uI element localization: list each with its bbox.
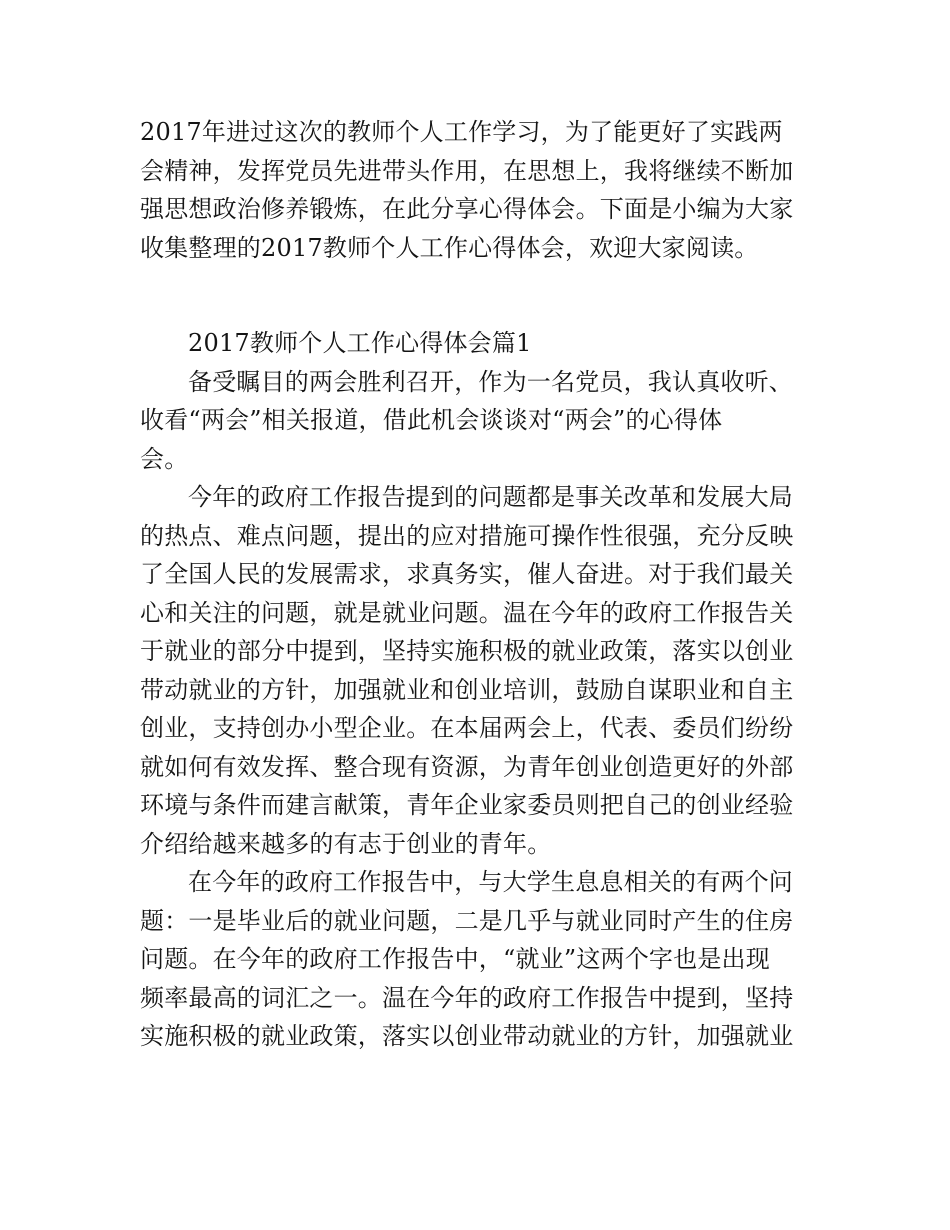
text-line: 备受瞩目的两会胜利召开，作为一名党员，我认真收听、 bbox=[188, 367, 793, 396]
section-heading: 2017教师个人工作心得体会篇1 bbox=[188, 329, 532, 357]
paragraph-3 bbox=[140, 863, 820, 1056]
document-body bbox=[140, 113, 820, 1056]
text-line: 题：一是毕业后的就业问题，二是几乎与就业同时产生的住房 bbox=[140, 906, 794, 935]
text-line: 介绍给越来越多的有志于创业的青年。 bbox=[140, 829, 552, 858]
text-line: 于就业的部分中提到，坚持实施积极的就业政策，落实以创业 bbox=[140, 637, 794, 665]
text-line: 心和关注的问题，就是就业问题。温在今年的政府工作报告关 bbox=[140, 598, 794, 627]
text-line: 在今年的政府工作报告中，与大学生息息相关的有两个问 bbox=[188, 868, 793, 896]
text-line: 带动就业的方针，加强就业和创业培训，鼓励自谋职业和自主 bbox=[140, 675, 794, 704]
text-line: 了全国人民的发展需求，求真务实，催人奋进。对于我们最关 bbox=[140, 560, 794, 588]
paragraph-1 bbox=[140, 363, 820, 479]
text-line: 的热点、难点问题，提出的应对措施可操作性很强，充分反映 bbox=[140, 521, 794, 550]
text-line: 创业，支持创办小型企业。在本届两会上，代表、委员们纷纷 bbox=[140, 714, 794, 742]
text-line: 就如何有效发挥、整合现有资源，为青年创业创造更好的外部 bbox=[140, 752, 794, 781]
text-line: 实施积极的就业政策，落实以创业带动就业的方针，加强就业 bbox=[140, 1022, 794, 1050]
text-line: 会。 bbox=[140, 444, 189, 473]
text-line: 收看“两会”相关报道，借此机会谈谈对“两会”的心得体 bbox=[140, 406, 723, 434]
text-line: 收集整理的2017教师个人工作心得体会，欢迎大家阅读。 bbox=[140, 233, 759, 262]
intro-paragraph bbox=[140, 113, 820, 267]
text-line: 环境与条件而建言献策，青年企业家委员则把自己的创业经验 bbox=[140, 791, 794, 819]
text-line: 强思想政治修养锻炼，在此分享心得体会。下面是小编为大家 bbox=[140, 195, 794, 223]
text-line: 频率最高的词汇之一。温在今年的政府工作报告中提到，坚持 bbox=[140, 983, 794, 1012]
text-line: 会精神，发挥党员先进带头作用，在思想上，我将继续不断加 bbox=[140, 156, 794, 185]
spacer bbox=[140, 267, 820, 324]
text-line: 问题。在今年的政府工作报告中，“就业”这两个字也是出现 bbox=[140, 945, 770, 973]
paragraph-2 bbox=[140, 478, 820, 863]
text-line: 2017年进过这次的教师个人工作学习，为了能更好了实践两 bbox=[140, 118, 783, 146]
text-line: 今年的政府工作报告提到的问题都是事关改革和发展大局 bbox=[188, 483, 793, 511]
